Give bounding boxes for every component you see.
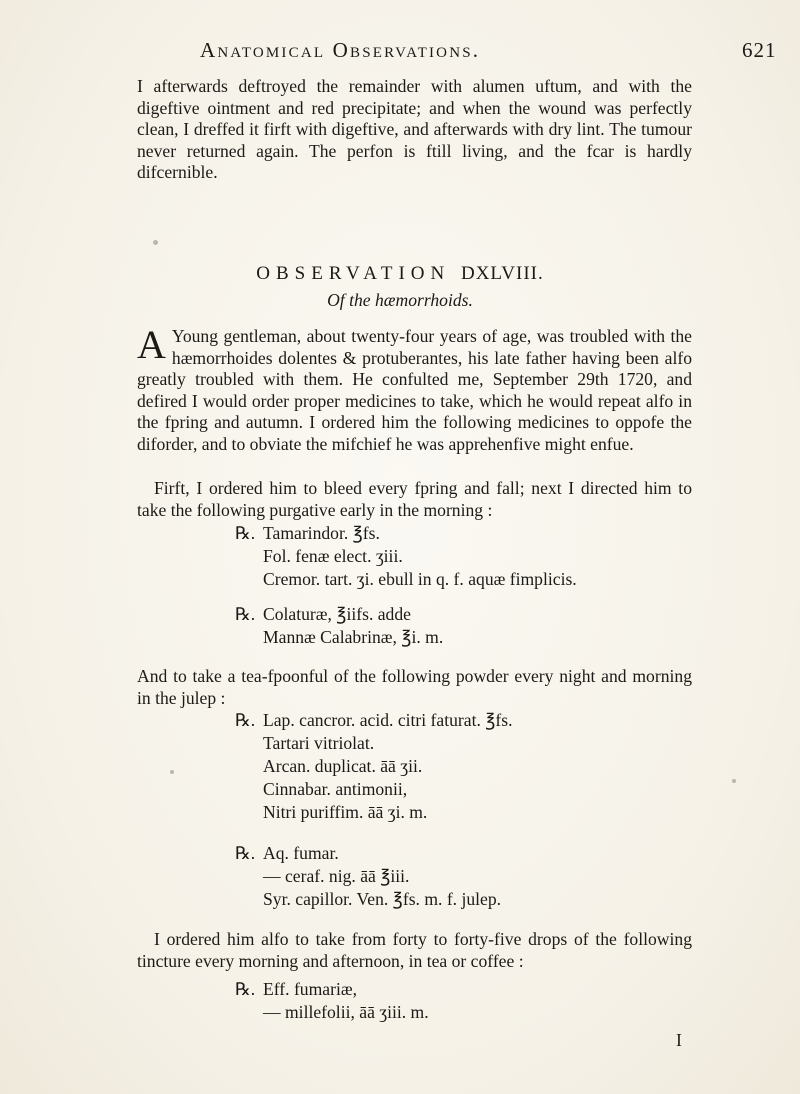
running-head bbox=[0, 38, 800, 68]
ink-spot bbox=[732, 779, 736, 783]
paragraph-text: I ordered him alfo to take from forty to forty-five drops of the following tincture every morning and afternoon, in tea or coffee : bbox=[137, 929, 692, 971]
recipe-line: Cremor. tart. ʒi. ebull in q. f. aquæ fimplicis. bbox=[263, 569, 577, 589]
recipe-line: Lap. cancror. acid. citri faturat. ℥fs. bbox=[263, 710, 513, 730]
recipe-colature bbox=[235, 603, 443, 649]
recipe-line: Arcan. duplicat. āā ʒii. bbox=[263, 756, 423, 776]
recipe-line: Eff. fumariæ, bbox=[263, 979, 357, 999]
page-number: 621 bbox=[742, 38, 777, 62]
paragraph-text: Young gentleman, about twenty-four years of age, was troubled with the hæmorrhoides dolentes & protuberantes, his late father having been alfo greatly troubled with them. He confulted me, September 29th 1720, and defired I would order proper medicines to take, which he would repeat alfo in the fpring and autumn. I ordered him the following medicines to oppofe the diforder, and to obviate the mifchief he was apprehenfive might enfue. bbox=[137, 326, 692, 454]
paragraph-powder bbox=[137, 666, 692, 709]
recipe-line: — millefolii, āā ʒiii. m. bbox=[263, 1002, 429, 1022]
rx-symbol: ℞. bbox=[235, 979, 256, 999]
rx-symbol: ℞. bbox=[235, 710, 256, 730]
recipe-line: Tartari vitriolat. bbox=[263, 733, 375, 753]
paragraph-first bbox=[137, 478, 692, 521]
paragraph-tincture bbox=[137, 929, 692, 972]
recipe-line: Fol. fenæ elect. ʒiii. bbox=[263, 546, 403, 566]
ink-spot bbox=[153, 240, 158, 245]
recipe-powder bbox=[235, 709, 513, 824]
recipe-line: Tamarindor. ℥fs. bbox=[263, 523, 380, 543]
recipe-julep bbox=[235, 842, 501, 911]
recipe-line: Syr. capillor. Ven. ℥fs. m. f. julep. bbox=[263, 889, 502, 909]
rx-symbol: ℞. bbox=[235, 843, 256, 863]
observation-heading bbox=[0, 263, 800, 285]
observation-subtitle: Of the hæmorrhoids. bbox=[327, 290, 473, 310]
drop-cap-initial: A bbox=[137, 322, 166, 367]
ink-spot bbox=[170, 770, 174, 774]
recipe-tincture bbox=[235, 978, 429, 1024]
recipe-line: Nitri puriffim. āā ʒi. m. bbox=[263, 802, 428, 822]
paragraph-text: I afterwards deftroyed the remainder with alumen uftum, and with the digeftive ointment and red precipitate; and when the wound was perfectly clean, I dreffed it firft with digeftive, and afterwards with dry lint. The tumour never returned again. The perfon is ftill living, and the fcar is hardly difcernible. bbox=[137, 76, 692, 182]
paragraph-intro bbox=[137, 322, 692, 455]
recipe-line: Aq. fumar. bbox=[263, 843, 339, 863]
running-title: Anatomical Observations. bbox=[200, 38, 481, 62]
recipe-line: — ceraf. nig. āā ℥iii. bbox=[263, 866, 410, 886]
observation-number: DXLVIII. bbox=[460, 263, 544, 284]
recipe-line: Mannæ Calabrinæ, ℥i. m. bbox=[263, 627, 444, 647]
observation-label: OBSERVATION bbox=[256, 263, 451, 284]
paragraph-continuation bbox=[137, 76, 692, 184]
recipe-purgative bbox=[235, 522, 577, 591]
rx-symbol: ℞. bbox=[235, 523, 256, 543]
paragraph-text: Firft, I ordered him to bleed every fpring and fall; next I directed him to take the following purgative early in the morning : bbox=[137, 478, 692, 520]
recipe-line: Cinnabar. antimonii, bbox=[263, 779, 408, 799]
recipe-line: Colaturæ, ℥iifs. adde bbox=[263, 604, 411, 624]
paragraph-text: And to take a tea-fpoonful of the following powder every night and morning in the julep : bbox=[137, 666, 692, 708]
rx-symbol: ℞. bbox=[235, 604, 256, 624]
catchword: I bbox=[676, 1030, 682, 1050]
